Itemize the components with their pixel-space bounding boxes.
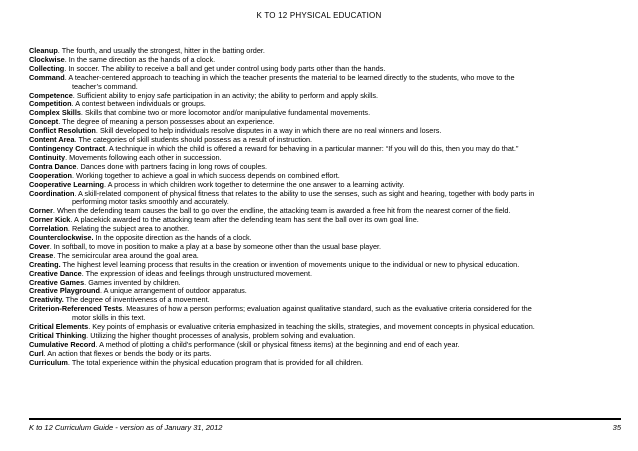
glossary-term: Curriculum	[29, 357, 68, 367]
glossary-definition: . Key points of emphasis or evaluative criteria emphasized in teaching the skills, strategies, and movement concepts in physical education.	[88, 322, 535, 332]
glossary-definition: . Movements following each other in succession.	[65, 152, 222, 162]
glossary-term: Collecting	[29, 63, 65, 73]
glossary-definition: . An action that flexes or bends the body or its parts.	[43, 348, 212, 358]
glossary-term: Coordination	[29, 188, 75, 198]
glossary-definition: . A skill-related component of physical fitness that relates to the ability to use the senses, such as sight and hearing, together with body parts in	[74, 188, 535, 198]
glossary-definition: . The total experience within the physical education program that is provided for all children.	[67, 357, 364, 367]
glossary-definition-continuation: teacher’s command.	[72, 81, 138, 91]
glossary-term: Command	[29, 72, 65, 82]
glossary-definition: . Sufficient ability to enjoy safe participation in an activity; the ability to perform and apply skills.	[72, 90, 379, 100]
glossary-term: Contra Dance	[29, 161, 77, 171]
glossary-term: Conflict Resolution	[29, 126, 96, 136]
glossary-definition: In the opposite direction as the hands of a clock.	[93, 233, 252, 243]
glossary-definition: . Utilizing the higher thought processes of analysis, problem solving and evaluation.	[86, 331, 356, 340]
glossary-entry	[29, 190, 621, 208]
glossary-definition: . Dances done with partners facing in long rows of couples.	[76, 161, 268, 171]
glossary-definition: . The categories of skill students should possess as a result of instruction.	[74, 135, 313, 145]
glossary-term: Creating.	[29, 259, 61, 269]
glossary-entry	[29, 359, 621, 368]
glossary-term: Creative Playground	[29, 286, 100, 296]
glossary-term: Correlation	[29, 224, 68, 234]
glossary-definition: . Skills that combine two or more locomotor and/or manipulative fundamental movements.	[80, 108, 371, 118]
glossary-definition: . Relating the subject area to another.	[67, 224, 190, 234]
glossary-term: Crease	[29, 250, 54, 260]
glossary-definition: . A teacher-centered approach to teaching in which the teacher presents the material to be learned directly to the students, who move to the	[64, 72, 515, 82]
footer-document-title: K to 12 Curriculum Guide - version as of January 31, 2012	[29, 423, 223, 432]
glossary-definition: . Games invented by children.	[84, 277, 181, 287]
glossary-definition: . The degree of meaning a person possesses about an experience.	[58, 117, 275, 127]
glossary-term: Corner	[29, 206, 53, 216]
glossary-term: Concept	[29, 117, 59, 127]
glossary-definition: . Working together to achieve a goal in which success depends on combined effort.	[71, 170, 340, 180]
glossary-term: Cooperative Learning	[29, 179, 105, 189]
glossary-definition: . The expression of ideas and feelings through unstructured movement.	[81, 268, 312, 278]
glossary-term: Curl	[29, 348, 44, 358]
glossary-term: Creativity.	[29, 295, 64, 305]
glossary-definition: . A unique arrangement of outdoor apparatus.	[99, 286, 247, 296]
glossary-list	[29, 47, 621, 368]
glossary-definition: . In the same direction as the hands of a clock.	[64, 54, 216, 64]
glossary-definition: The degree of inventiveness of a movement.	[63, 295, 210, 305]
glossary-term: Cover	[29, 241, 50, 251]
glossary-term: Creative Games	[29, 277, 85, 287]
glossary-definition: . A technique in which the child is offered a reward for behaving in a particular manner: “If you will do this, then you may do that.”	[105, 143, 519, 153]
glossary-term: Competence	[29, 90, 73, 100]
glossary-term: Corner Kick	[29, 215, 71, 225]
glossary-definition: . The fourth, and usually the strongest, hitter in the batting order.	[57, 46, 265, 55]
glossary-definition-continuation: motor skills in this text.	[72, 313, 146, 323]
glossary-definition: The highest level learning process that results in the creation or invention of movements unique to the individual or new to physical education.	[60, 259, 520, 269]
glossary-definition: . A method of plotting a child’s performance (skill or physical fitness items) at the beginning and end of each year.	[95, 339, 460, 349]
glossary-definition: . The semicircular area around the goal area.	[53, 250, 199, 260]
glossary-term: Complex Skills	[29, 108, 81, 118]
glossary-term: Counterclockwise.	[29, 233, 94, 243]
glossary-term: Content Area	[29, 135, 75, 145]
page-number: 35	[612, 423, 621, 432]
footer-divider	[29, 418, 621, 420]
glossary-term: Contingency Contract	[29, 143, 106, 153]
glossary-term: Critical Elements	[29, 322, 89, 332]
glossary-definition: . Measures of how a person performs; evaluation against qualitative standard, such as the evaluative criteria considered for the	[122, 304, 532, 314]
glossary-definition: . In soccer. The ability to receive a ball and get under control using body parts other than the hands.	[64, 63, 386, 73]
glossary-term: Critical Thinking	[29, 331, 87, 340]
glossary-definition: . Skill developed to help individuals resolve disputes in a way in which there are no real winners and losers.	[95, 126, 442, 136]
glossary-definition: . A contest between individuals or groups.	[71, 99, 206, 109]
glossary-definition: . When the defending team causes the ball to go over the endline, the attacking team is awarded a free hit from the nearest corner of the field.	[52, 206, 511, 216]
page-header: K TO 12 PHYSICAL EDUCATION	[256, 11, 382, 20]
glossary-term: Criterion-Referenced Tests	[29, 304, 123, 314]
glossary-term: Cooperation	[29, 170, 72, 180]
glossary-term: Continuity	[29, 152, 66, 162]
glossary-term: Competition	[29, 99, 72, 109]
glossary-entry	[29, 74, 621, 92]
glossary-term: Clockwise	[29, 54, 65, 64]
glossary-term: Cumulative Record	[29, 339, 96, 349]
glossary-definition-continuation: performing motor tasks smoothly and accurately.	[72, 197, 229, 207]
glossary-definition: . A placekick awarded to the attacking team after the defending team has sent the ball over its own goal line.	[70, 215, 419, 225]
glossary-definition: . In softball, to move in position to make a play at a base by someone other than the usual base player.	[49, 241, 382, 251]
glossary-term: Creative Dance	[29, 268, 82, 278]
glossary-term: Cleanup	[29, 46, 58, 55]
glossary-entry	[29, 305, 621, 323]
glossary-definition: . A process in which children work together to determine the one answer to a learning activity.	[104, 179, 405, 189]
